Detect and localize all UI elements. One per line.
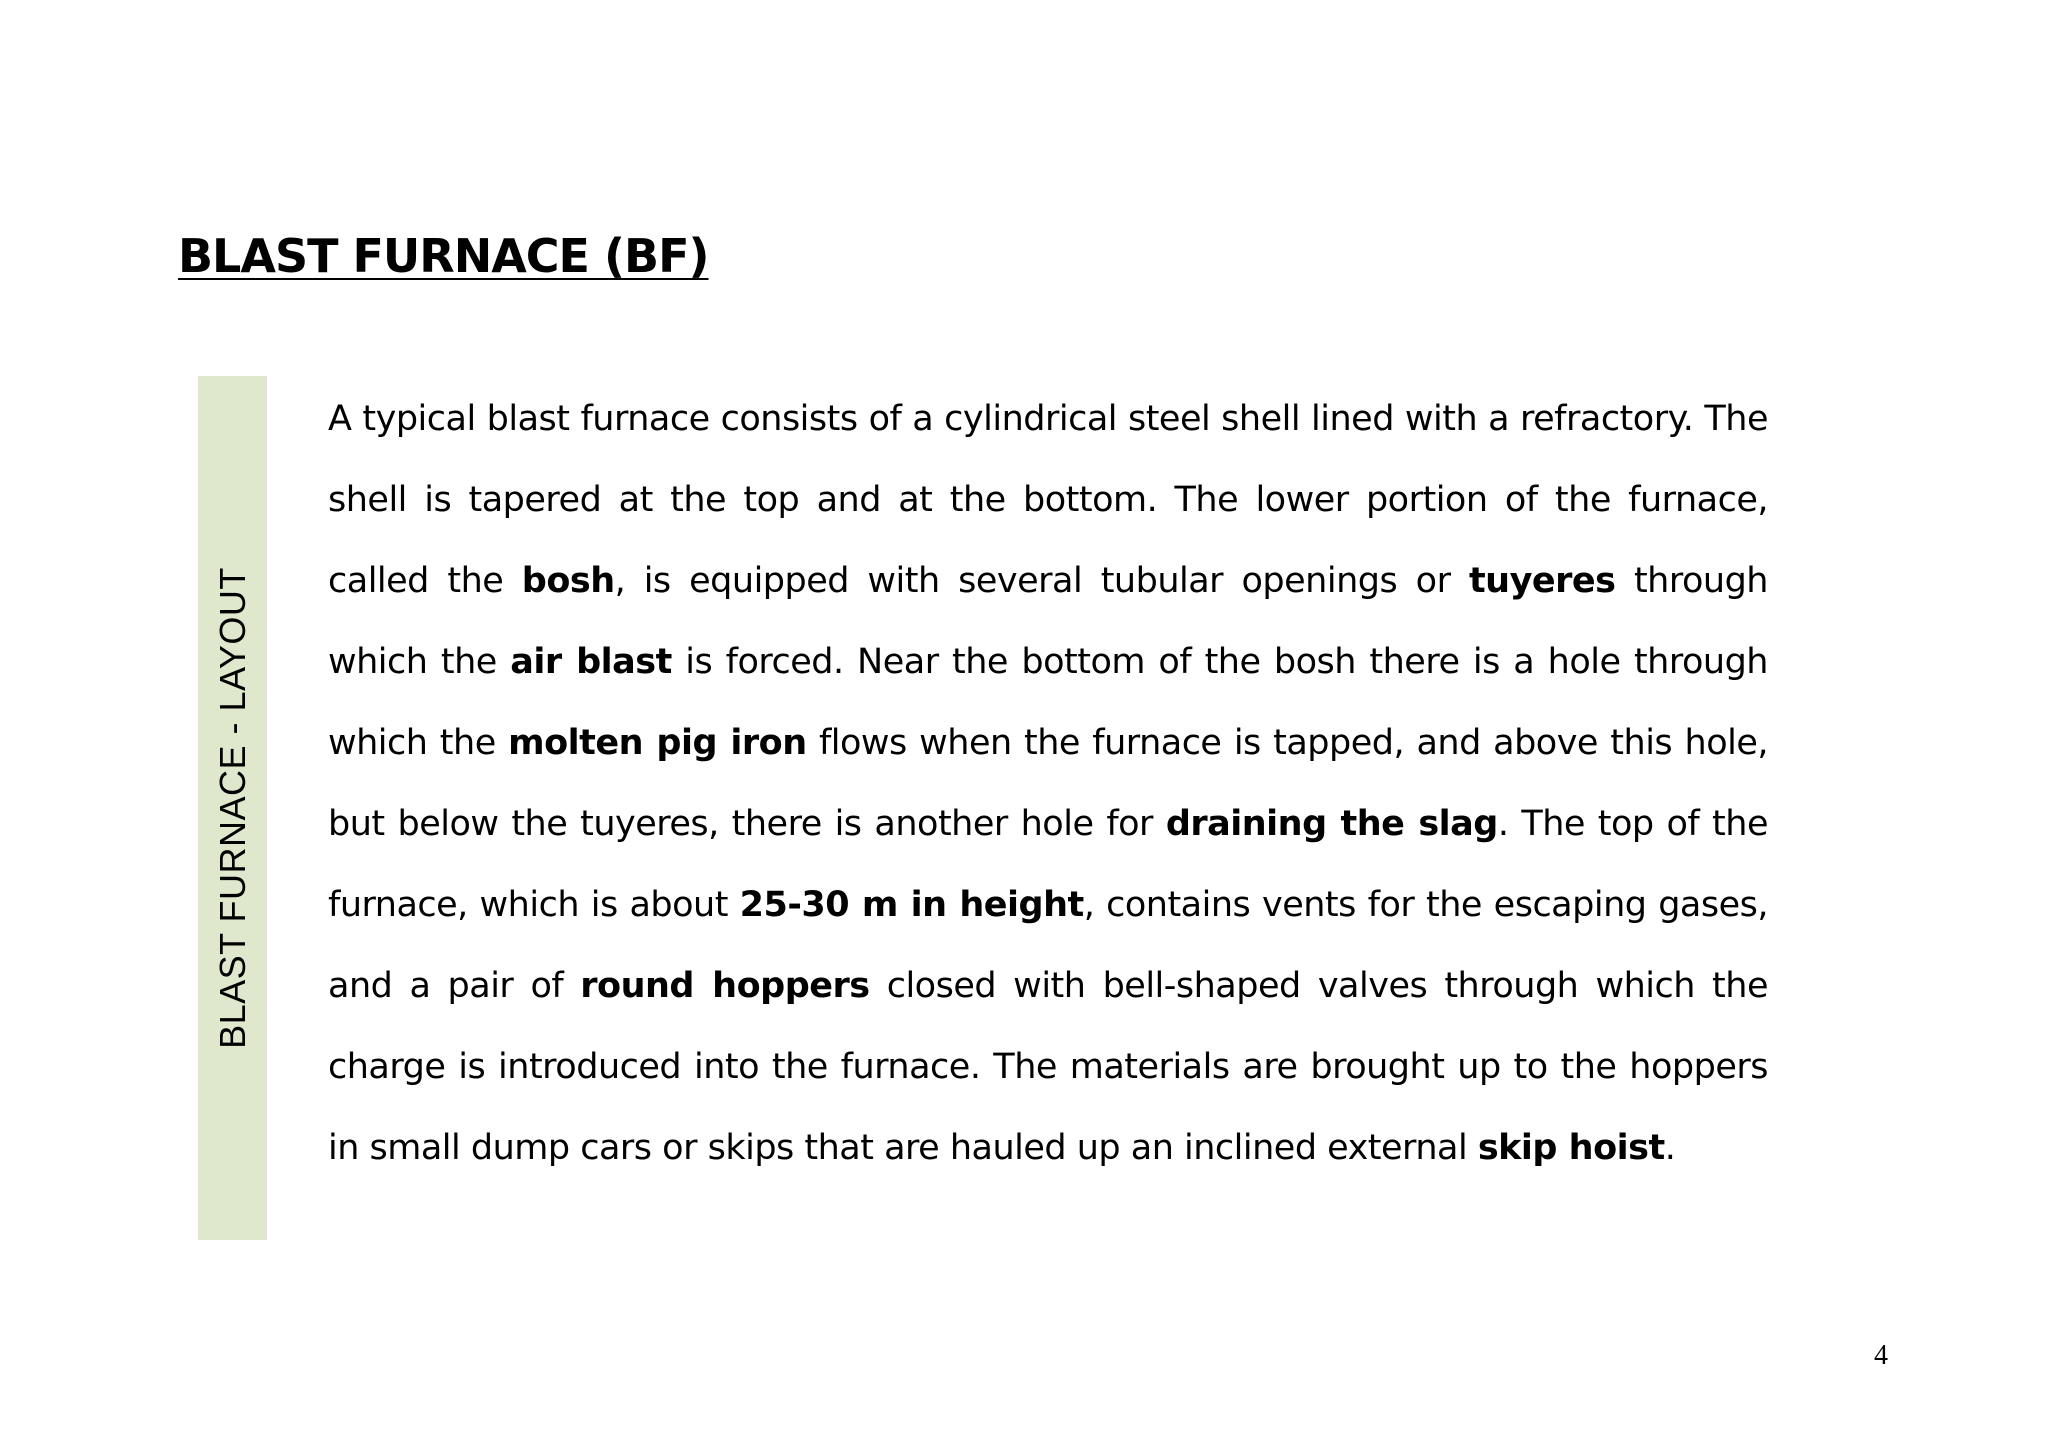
paragraph-segment: A typical blast furnace consists of a cylindrical steel shell lined with a refractory. The shell is tapered at the top and at the bottom. The lower portion of the furnace, called the (328, 399, 1768, 601)
keyword-molten-pig-iron: molten pig iron (508, 723, 807, 763)
paragraph-segment: through which the (328, 561, 1768, 682)
paragraph-segment: flows when the furnace is tapped, and above this hole, but below the tuyeres, there is another hole for (328, 723, 1768, 844)
page-title: BLAST FURNACE (BF) (178, 229, 709, 283)
paragraph-segment: . (1664, 1128, 1676, 1168)
keyword-skip-hoist: skip hoist (1477, 1128, 1665, 1168)
keyword-tuyeres: tuyeres (1468, 561, 1616, 601)
paragraph-segment: . The top of the furnace, which is about (328, 804, 1768, 925)
body-paragraph (328, 379, 1768, 1189)
paragraph-segment: , is equipped with several tubular openings or (614, 561, 1469, 601)
side-label-text: BLAST FURNACE - LAYOUT (211, 567, 253, 1049)
keyword-air-blast: air blast (510, 642, 672, 682)
page-number: 4 (1874, 1340, 1888, 1371)
paragraph-segment: , contains vents for the escaping gases, and a pair of (328, 885, 1769, 1006)
keyword-draining-the-slag: draining the slag (1165, 804, 1498, 844)
keyword-round-hoppers: round hoppers (580, 966, 870, 1006)
paragraph-segment: closed with bell-shaped valves through which the charge is introduced into the furnace. The materials are brought up to the hoppers in small dump cars or skips that are hauled up an inclined external (328, 966, 1768, 1168)
keyword-height: 25-30 m in height (739, 885, 1084, 925)
keyword-bosh: bosh (521, 561, 615, 601)
side-label-panel (198, 376, 267, 1240)
paragraph-segment: is forced. Near the bottom of the bosh there is a hole through which the (328, 642, 1768, 763)
